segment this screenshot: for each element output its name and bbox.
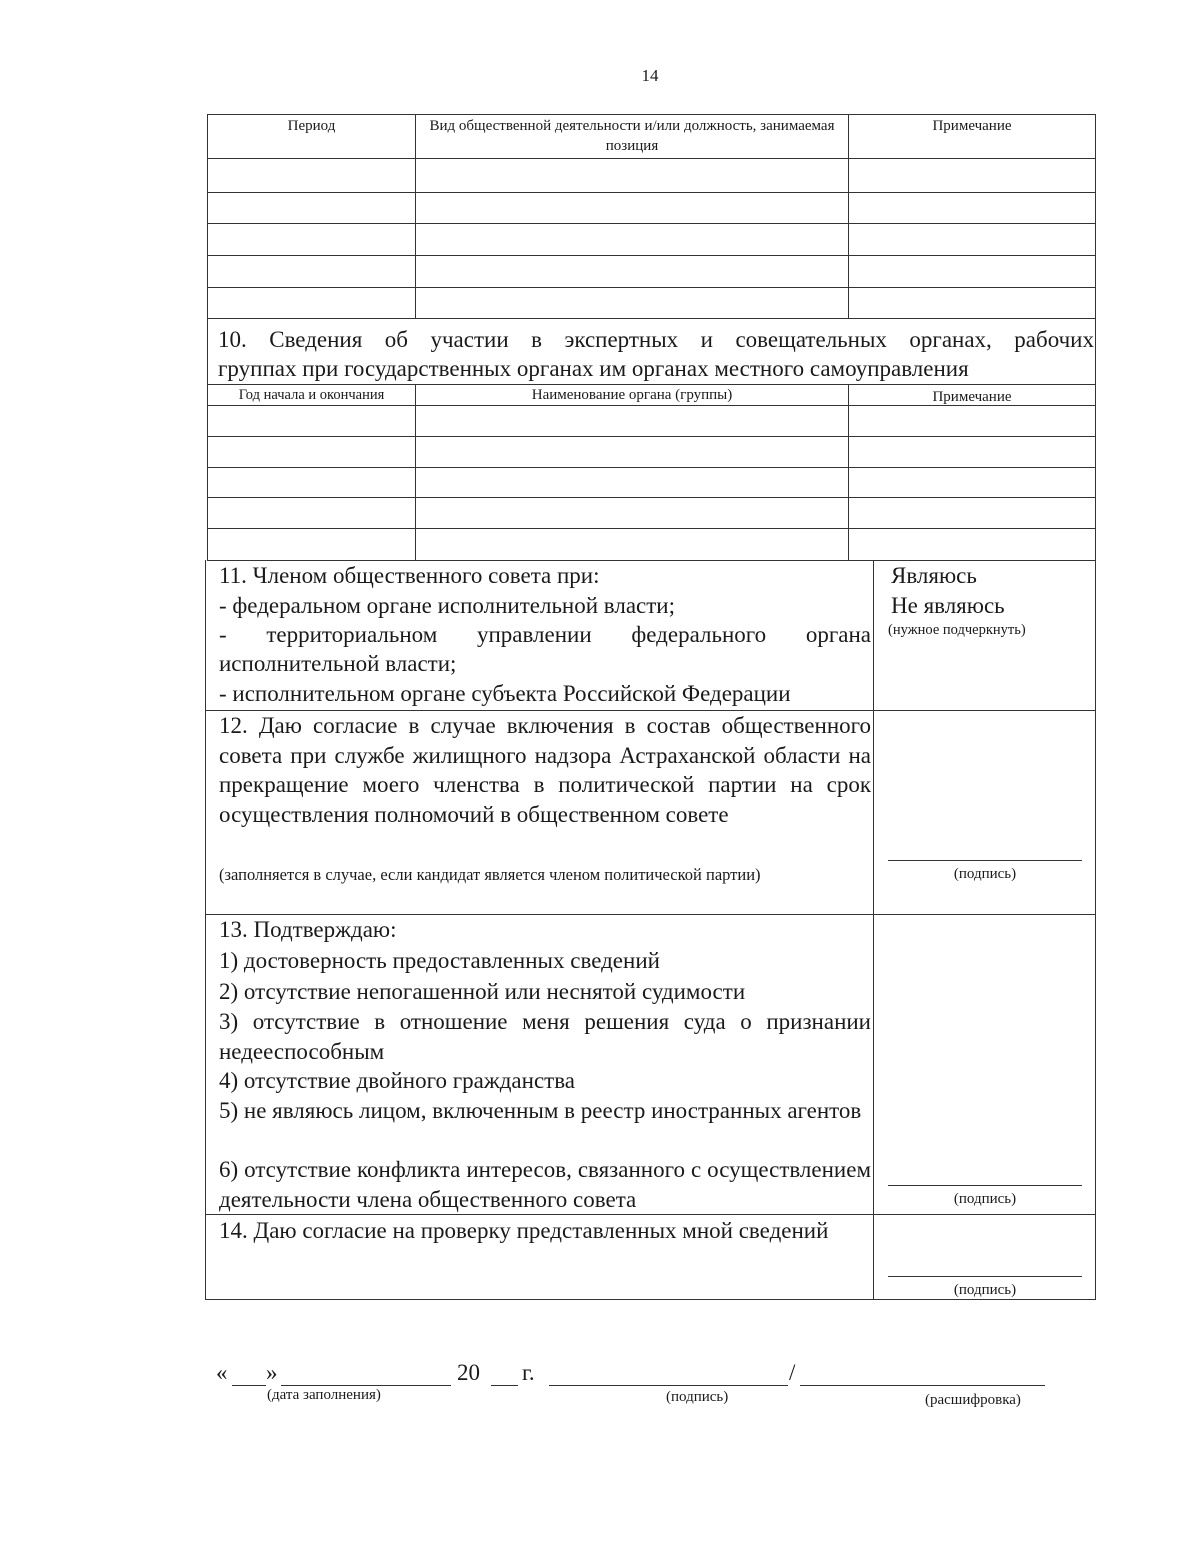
section-11-line-5: - исполнительном органе субъекта Российской Федерации (219, 681, 791, 706)
section-11-line-2: - федеральном органе исполнительной власти; (219, 593, 676, 618)
section-13-item-4: 4) отсутствие двойного гражданства (219, 1068, 575, 1093)
section-13-signature-label: (подпись) (953, 1191, 1017, 1207)
table-header-activity: Вид общественной деятельности и/или должность, занимаемая позиция (429, 118, 835, 154)
section-12-signature-label: (подпись) (953, 866, 1017, 882)
section-12-signature-line (888, 860, 1082, 861)
footer-signature-label: (подпись) (666, 1389, 729, 1405)
date-year-prefix: 20 (457, 1360, 480, 1385)
option-no: Не являюсь (891, 593, 1005, 618)
section-13-item-1: 1) достоверность предоставленных сведений (219, 948, 660, 973)
section-13-item-5: 5) не являюсь лицом, включенным в реестр иностранных агентов (219, 1098, 862, 1123)
option-yes: Являюсь (891, 563, 977, 588)
table-header-period: Период (287, 118, 336, 134)
footer-slash: / (789, 1360, 796, 1385)
section-14-text: 14. Даю согласие на проверку представленных мной сведений (219, 1218, 829, 1243)
footer-decode-label: (расшифровка) (925, 1392, 1021, 1408)
section-14-signature-line (888, 1276, 1082, 1277)
section-13-item-3: 3) отсутствие в отношение меня решения суда о признании недееспособным (219, 1009, 871, 1064)
section-14-signature-label: (подпись) (953, 1282, 1017, 1298)
date-month-line (281, 1385, 451, 1386)
section-13-signature-line (888, 1185, 1082, 1186)
section-11-line-4: исполнительной власти; (219, 651, 457, 676)
footer-signature-line (549, 1385, 788, 1386)
table-header-years: Год начала и окончания (238, 387, 385, 403)
date-year-line (491, 1385, 518, 1386)
section-12-text: 12. Даю согласие в случае включения в состав общественного совета при службе жилищного надзора Астраханской области на прекращение моего членства в политической партии на срок осуществления полномочий в общественном совете (219, 713, 871, 827)
date-label: (дата заполнения) (267, 1387, 381, 1403)
date-open-quote: « (216, 1360, 228, 1385)
section-11-line-1: 11. Членом общественного совета при: (219, 563, 600, 588)
table-header-body-name: Наименование органа (группы) (531, 387, 733, 403)
section-12-note: (заполняется в случае, если кандидат является членом политической партии) (219, 865, 761, 884)
option-note: (нужное подчеркнуть) (888, 622, 1026, 638)
footer-decode-line (800, 1385, 1045, 1386)
table-header-note: Примечание (932, 118, 1012, 134)
section-13-item-6: 6) отсутствие конфликта интересов, связанного с осуществлением деятельности члена общественного совета (219, 1157, 871, 1212)
date-day-line (232, 1385, 266, 1386)
section-13-title: 13. Подтверждаю: (219, 917, 397, 942)
table-header-note-2: Примечание (932, 389, 1012, 405)
page-number: 14 (641, 66, 659, 85)
date-close-quote: » (266, 1360, 278, 1385)
section-10-title-line1: 10. Сведения об участии в экспертных и совещательных органах, рабочих (218, 327, 1094, 352)
section-11-line-3: - территориальном управлении федерального органа (219, 622, 871, 647)
section-13-item-2: 2) отсутствие непогашенной или неснятой судимости (219, 979, 746, 1004)
section-10-title-line2: группах при государственных органах им органах местного самоуправления (218, 356, 969, 381)
date-year-suffix: г. (522, 1360, 535, 1385)
